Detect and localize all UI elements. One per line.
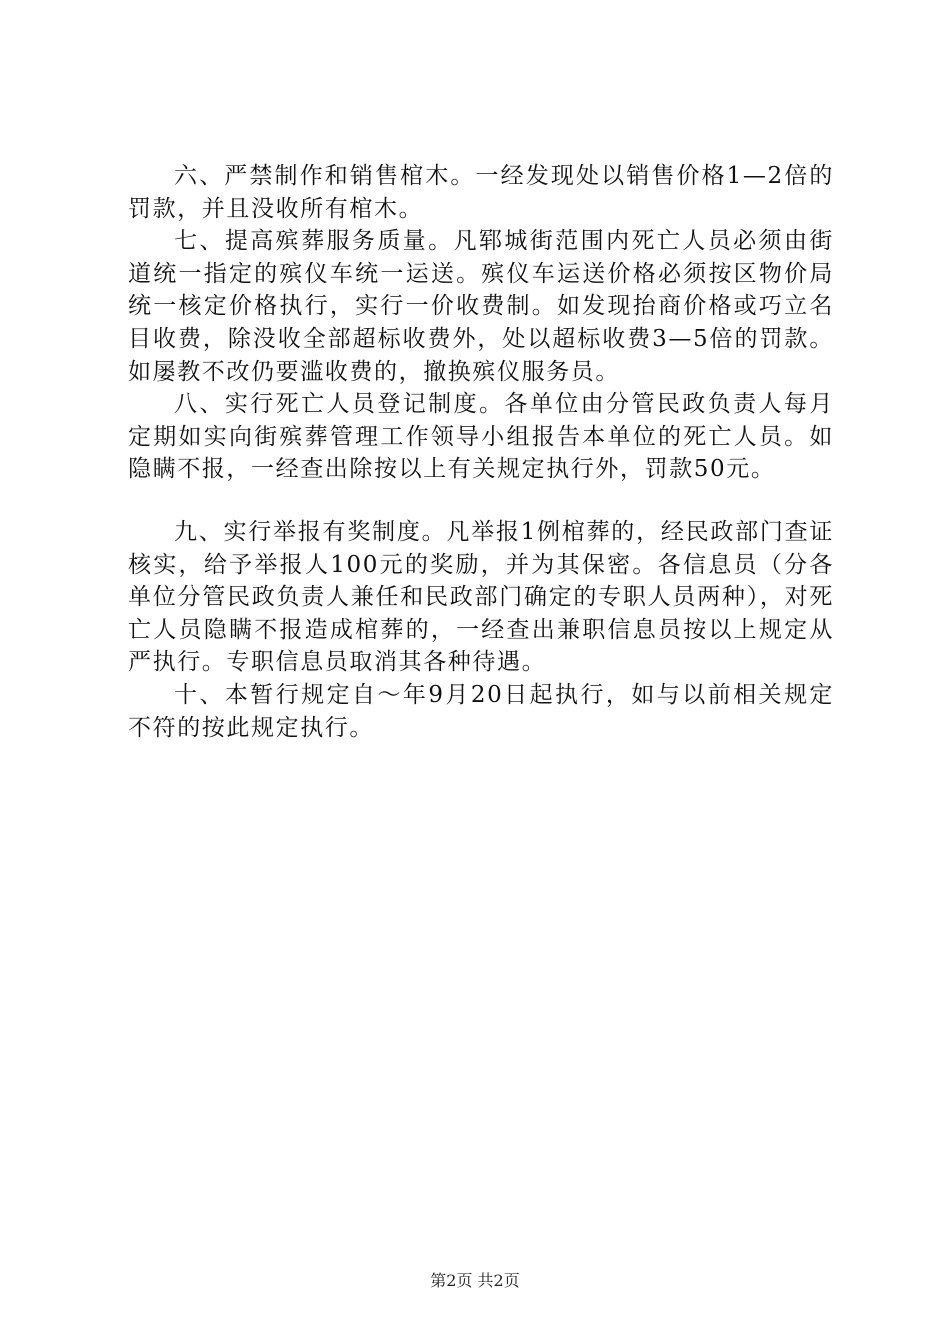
paragraph-spacer bbox=[128, 486, 834, 516]
paragraph-nine: 九、实行举报有奖制度。凡举报1例棺葬的，经民政部门查证核实，给予举报人100元的奖励，并为其保密。各信息员（分各单位分管民政负责人兼任和民政部门确定的专职人员两种），对死亡人员隐瞒不报造成棺葬的，一经查出兼职信息员按以上规定从严执行。专职信息员取消其各种待遇。 bbox=[128, 518, 834, 676]
paragraph-eight: 八、实行死亡人员登记制度。各单位由分管民政负责人每月定期如实向街殡葬管理工作领导小组报告本单位的死亡人员。如隐瞒不报，一经查出除按以上有关规定执行外，罚款50元。 bbox=[128, 391, 834, 483]
paragraph-ten: 十、本暂行规定自～年9月20日起执行，如与以前相关规定不符的按此规定执行。 bbox=[128, 681, 834, 741]
paragraph-seven: 七、提高殡葬服务质量。凡郓城街范围内死亡人员必须由街道统一指定的殡仪车统一运送。殡仪车运送价格必须按区物价局统一核定价格执行，实行一价收费制。如发现抬商价格或巧立名目收费，除没收全部超标收费外，处以超标收费3—5倍的罚款。如屡教不改仍要滥收费的，撤换殡仪服务员。 bbox=[128, 228, 834, 385]
document-body bbox=[128, 160, 834, 744]
paragraph-six: 六、严禁制作和销售棺木。一经发现处以销售价格1—2倍的罚款，并且没收所有棺木。 bbox=[128, 163, 834, 222]
page-number-footer: 第2页 共2页 bbox=[430, 1271, 520, 1290]
